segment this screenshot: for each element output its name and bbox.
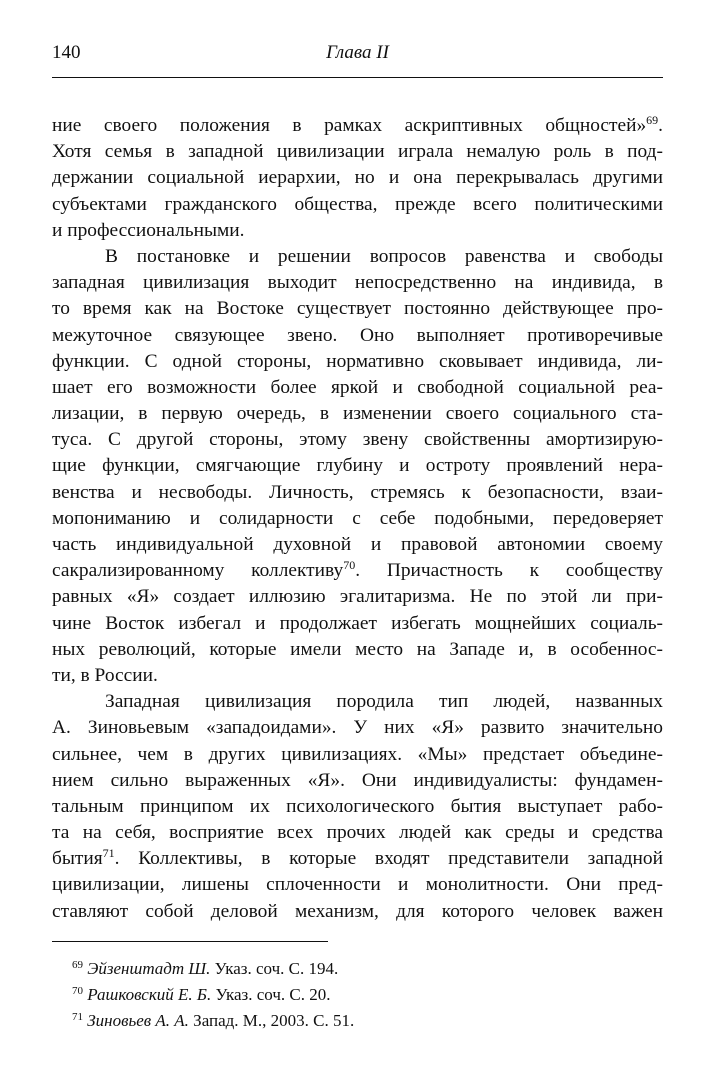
footnote-number: 69 xyxy=(72,959,83,971)
footnote-text: Указ. соч. С. 194. xyxy=(210,959,339,978)
text-line: лизации, в первую очередь, в изменении своего социального ста- xyxy=(52,403,663,425)
text-line: субъектами гражданского общества, прежде всего политическими xyxy=(52,193,663,215)
footnote-ref-70[interactable]: 70 xyxy=(343,558,356,573)
body-text xyxy=(52,113,663,925)
running-header xyxy=(52,40,663,74)
footnote-70 xyxy=(72,982,652,1008)
footnote-rule xyxy=(52,941,328,942)
text-line: ставляют собой деловой механизм, для которого человек важен xyxy=(52,900,663,922)
footnotes xyxy=(72,956,652,1034)
text-line: ние своего положения в рамках аскриптивных общностей»$^{69}$. xyxy=(52,113,663,136)
text-line: А. Зиновьевым «западоидами». У них «Я» развито значительно xyxy=(52,717,663,739)
text-line: и профессиональными. xyxy=(52,219,245,241)
footnote-text: Запад. М., 2003. С. 51. xyxy=(188,1011,355,1030)
text-line: часть индивидуальной духовной и правовой автономии своему xyxy=(52,534,663,555)
text-line: туса. С другой стороны, этому звену свойственны амортизирую- xyxy=(52,429,663,451)
text-line: ных революций, которые имели место на Западе и, в особеннос- xyxy=(52,638,663,660)
footnote-number: 70 xyxy=(72,985,83,997)
footnote-author: Зиновьев А. А. xyxy=(87,1011,189,1030)
text-line: равных «Я» создает иллюзию эгалитаризма. Не по этой ли при- xyxy=(52,586,663,608)
footnote-71 xyxy=(72,1008,652,1034)
text-line: та на себя, восприятие всех прочих людей как среды и средства xyxy=(52,822,663,844)
footnote-ref-71[interactable]: 71 xyxy=(102,846,115,861)
footnote-author: Рашковский Е. Б. xyxy=(87,985,212,1004)
footnote-number: 71 xyxy=(72,1011,83,1023)
chapter-title: Глава II xyxy=(326,42,389,63)
header-rule xyxy=(52,77,663,78)
footnote-ref-69[interactable]: 69 xyxy=(646,113,659,127)
text-line: Хотя семья в западной цивилизации играла немалую роль в под- xyxy=(52,141,663,163)
text-line: межуточное связующее звено. Оно выполняет противоречивые xyxy=(52,324,663,346)
text-line: нием сильно выраженных «Я». Они индивидуалисты: фундамен- xyxy=(52,769,663,791)
paragraph-first-line: В постановке и решении вопросов равенства и свободы xyxy=(105,245,663,267)
footnote-text: Указ. соч. С. 20. xyxy=(211,985,331,1004)
text-line: щие функции, смягчающие глубину и остроту проявлений нера- xyxy=(52,455,663,477)
text-line: функции. С одной стороны, нормативно сковывает индивида, ли- xyxy=(52,350,663,372)
text-line: цивилизации, лишены сплоченности и монолитности. Они пред- xyxy=(52,874,663,896)
text-line: сильнее, чем в других цивилизациях. «Мы» предстает объедине- xyxy=(52,743,663,765)
text-line: венства и несвободы. Личность, стремясь к безопасности, взаи- xyxy=(52,481,663,503)
text-line: западная цивилизация выходит непосредственно на индивида, в xyxy=(52,272,663,294)
text-line: то время как на Востоке существует постоянно действующее про- xyxy=(52,298,663,320)
text-line: тальным принципом их психологического бытия выступает рабо- xyxy=(52,795,663,817)
text-line: чине Восток избегал и продолжает избегать мощнейших социаль- xyxy=(52,612,663,634)
text-line: сакрализированному коллективу$^{70}$. Причастность к сообществу xyxy=(52,558,663,582)
paragraph-first-line: Западная цивилизация породила тип людей, названных xyxy=(105,691,663,713)
text-line: держании социальной иерархии, но и она перекрывалась другими xyxy=(52,167,663,189)
footnote-author: Эйзенштадт Ш. xyxy=(87,959,211,978)
page-number: 140 xyxy=(52,42,81,63)
text-line: шает его возможности более яркой и свободной социальной реа- xyxy=(52,376,663,398)
text-line: бытия$^{71}$. Коллективы, в которые входят представители западной xyxy=(52,846,663,870)
text-line: мопониманию и солидарности с себе подобными, передоверяет xyxy=(52,507,663,529)
text-line: ти, в России. xyxy=(52,664,158,686)
footnote-69 xyxy=(72,956,652,982)
